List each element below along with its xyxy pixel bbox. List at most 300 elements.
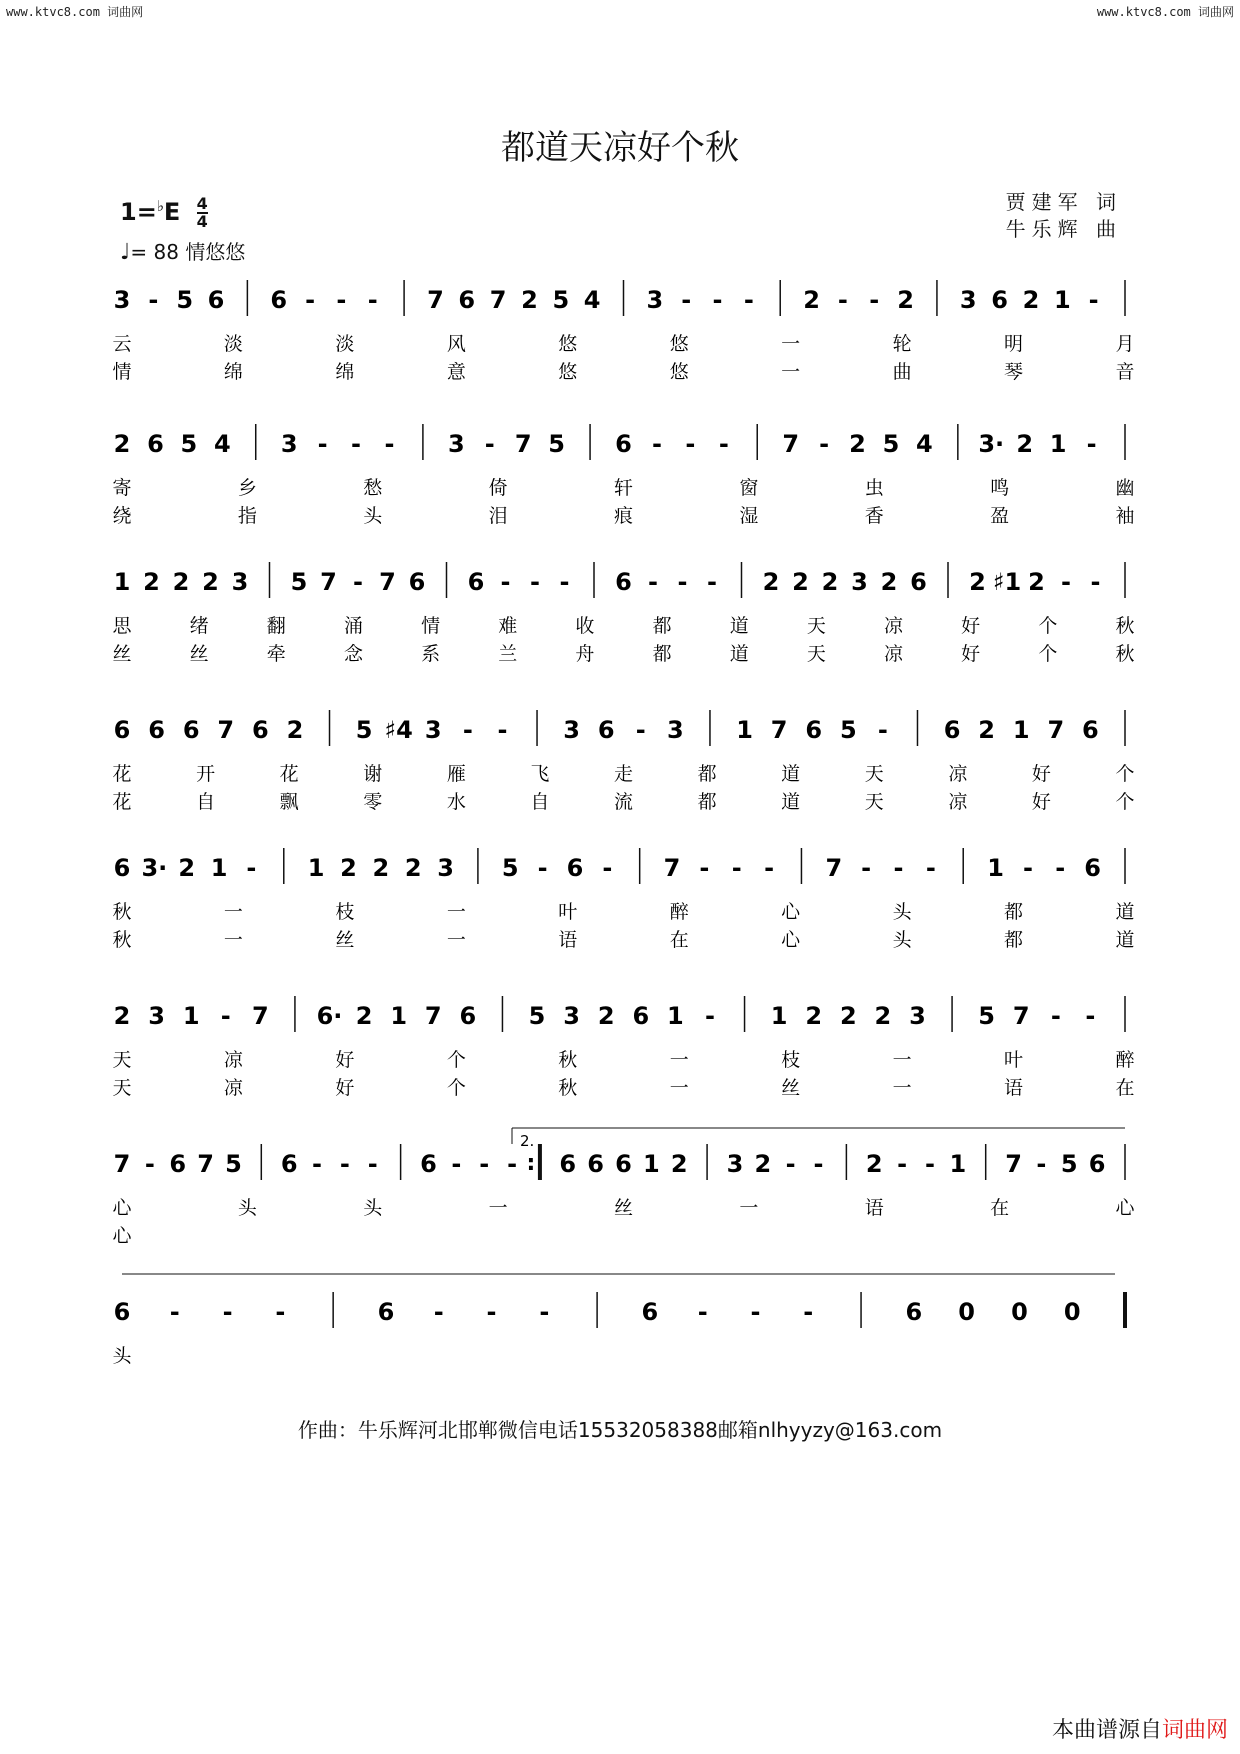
note-dash: - — [220, 1002, 231, 1030]
lyric-char: 一 — [669, 1049, 689, 1071]
note: 3 — [667, 716, 684, 744]
note: 4 — [583, 286, 601, 314]
lyric-char: 语 — [558, 929, 578, 951]
lyric-char: 丝 — [781, 1077, 801, 1099]
note-dash: - — [1061, 568, 1071, 596]
lyric-char: 都 — [652, 615, 672, 637]
note: 0 — [958, 1298, 975, 1326]
lyric-char: 飘 — [279, 791, 299, 813]
lyric-char: 涌 — [343, 615, 363, 637]
note: 6 — [1082, 716, 1099, 744]
lyric-char: 念 — [343, 643, 363, 665]
note-dash: - — [351, 430, 362, 458]
note: 2 — [978, 716, 996, 744]
note: 3 — [447, 430, 465, 458]
note: 6 — [615, 430, 632, 458]
lyric-char: 绕 — [112, 505, 132, 527]
note: 2 — [969, 568, 986, 596]
lyric-char: 花 — [112, 791, 132, 813]
note: 3 — [959, 286, 977, 314]
note-dash: - — [367, 1150, 378, 1178]
lyric-char: 开 — [196, 763, 216, 785]
note: 5 — [355, 716, 373, 744]
note: 6 — [587, 1150, 604, 1178]
note: 6 — [905, 1298, 923, 1326]
note: 1 — [307, 854, 325, 882]
note: 1 — [1049, 430, 1067, 458]
key-equals: = — [136, 198, 157, 226]
lyric-char: 一 — [223, 901, 243, 923]
note-dash: - — [367, 286, 378, 314]
note: 2 — [803, 286, 820, 314]
note: 7 — [251, 1002, 269, 1030]
lyric-char: 秋 — [1115, 615, 1135, 637]
note: 1 — [949, 1150, 967, 1178]
note: 6 — [615, 568, 632, 596]
note: 5 — [1060, 1150, 1078, 1178]
note-dash: - — [539, 1298, 550, 1326]
note: 5 — [180, 430, 198, 458]
lyric-char: 道 — [781, 791, 801, 813]
note-dash: - — [1055, 854, 1066, 882]
lyric-char: 心 — [781, 901, 801, 923]
lyric-char: 凉 — [884, 615, 904, 637]
note-dash: - — [707, 568, 717, 596]
note-dash: - — [1022, 854, 1033, 882]
note: 7 — [379, 568, 396, 596]
note-dash: - — [500, 568, 511, 596]
note-dash: - — [144, 1150, 155, 1178]
lyric-char: 天 — [112, 1049, 132, 1071]
lyric-char: 一 — [488, 1197, 508, 1219]
lyric-char: 一 — [781, 361, 801, 383]
tempo-mood: 情悠悠 — [185, 240, 246, 264]
note: 5 — [882, 430, 900, 458]
note: 4 — [213, 430, 231, 458]
note-dash: - — [681, 286, 692, 314]
note-dash: - — [813, 1150, 824, 1178]
lyric-char: 丝 — [189, 643, 209, 665]
source-prefix: 本曲谱源自 — [1051, 1718, 1162, 1743]
repeat-dots: : — [526, 1151, 536, 1176]
lyric-char: 香 — [864, 505, 884, 527]
note: 6 — [147, 430, 164, 458]
note-dash: - — [925, 854, 936, 882]
lyric-char: 天 — [806, 643, 826, 665]
lyric-char: 语 — [864, 1197, 884, 1219]
lyric-char: 悠 — [669, 361, 689, 383]
note: 7 — [782, 430, 800, 458]
lyric-char: 头 — [112, 1345, 132, 1367]
note: 6 — [615, 1150, 632, 1178]
lyric-char: 盈 — [990, 505, 1010, 527]
lyric-char: 凉 — [223, 1049, 243, 1071]
lyric-char: 琴 — [1004, 361, 1024, 383]
lyric-char: 牵 — [266, 643, 286, 665]
lyric-char: 流 — [613, 791, 634, 813]
note: 6 — [251, 716, 269, 744]
note: 2 — [143, 568, 160, 596]
note: 0 — [1011, 1298, 1028, 1326]
watermark-left: www.ktvc8.com 词曲网 — [6, 5, 144, 19]
note: 3 — [148, 1002, 165, 1030]
note-dash: - — [384, 430, 395, 458]
lyric-char: 一 — [446, 929, 466, 951]
note: 6 — [991, 286, 1008, 314]
note: 2 — [597, 1002, 615, 1030]
note: 6 — [458, 286, 476, 314]
note: 0 — [1063, 1298, 1081, 1326]
lyric-char: 绪 — [189, 615, 209, 637]
lyric-char: 一 — [892, 1049, 912, 1071]
lyric-char: 都 — [1004, 901, 1024, 923]
note: 6 — [207, 286, 225, 314]
lyric-char: 淡 — [335, 333, 355, 355]
note: 2 — [404, 854, 422, 882]
note: 2 — [839, 1002, 857, 1030]
note: 7 — [320, 568, 337, 596]
lyric-char: 醉 — [669, 901, 689, 923]
note: 2 — [849, 430, 866, 458]
note: 2 — [113, 1002, 131, 1030]
note-dash: - — [497, 716, 508, 744]
source-brand: 词曲网 — [1161, 1718, 1228, 1743]
lyric-char: 鸣 — [990, 477, 1010, 499]
note: 6 — [632, 1002, 650, 1030]
note-dash: - — [869, 286, 880, 314]
lyric-char: 系 — [421, 643, 441, 665]
note: 7 — [197, 1150, 214, 1178]
key-tonic: E — [163, 198, 181, 226]
note: 6 — [148, 716, 165, 744]
note: 4 — [916, 430, 933, 458]
note: 5 — [501, 854, 519, 882]
lyric-char: 悠 — [558, 361, 578, 383]
note: 3 — [231, 568, 249, 596]
note: 5 — [839, 716, 857, 744]
note: 6 — [566, 854, 584, 882]
lyric-char: 个 — [1038, 615, 1058, 637]
note: 2 — [286, 716, 304, 744]
note: 2 — [113, 430, 131, 458]
lyric-char: 乡 — [237, 477, 257, 499]
note: 6 — [805, 716, 823, 744]
note: 7 — [1012, 1002, 1030, 1030]
note: 6· — [316, 1002, 343, 1030]
lyric-char: 个 — [1115, 791, 1135, 813]
note: 1 — [182, 1002, 200, 1030]
lyric-char: 丝 — [112, 643, 132, 665]
lyric-char: 天 — [806, 615, 826, 637]
note: 1 — [1012, 716, 1030, 744]
note-dash: - — [861, 854, 872, 882]
note: 6 — [113, 1298, 131, 1326]
note-dash: - — [648, 568, 658, 596]
note: 3 — [280, 430, 298, 458]
note-dash: - — [507, 1150, 518, 1178]
lyric-char: 秋 — [112, 901, 132, 923]
note-dash: - — [635, 716, 646, 744]
note: 5 — [290, 568, 308, 596]
note: 3 — [113, 286, 131, 314]
lyric-char: 轩 — [613, 477, 634, 499]
lyric-char: 都 — [697, 763, 717, 785]
note-dash: - — [462, 716, 473, 744]
watermark-right: www.ktvc8.com 词曲网 — [1096, 5, 1234, 19]
note-dash: - — [704, 1002, 715, 1030]
quarter-note-icon: ♩ — [120, 240, 131, 265]
note: 6 — [377, 1298, 395, 1326]
lyric-char: 舟 — [575, 643, 595, 665]
note-dash: - — [336, 286, 347, 314]
note: 7 — [825, 854, 843, 882]
note: 1 — [987, 854, 1004, 882]
lyric-char: 在 — [1115, 1077, 1135, 1099]
note-dash: - — [1086, 430, 1097, 458]
lyric-char: 虫 — [864, 477, 884, 499]
lyric-char: 风 — [446, 333, 466, 355]
note: 2 — [874, 1002, 892, 1030]
lyric-char: 天 — [864, 763, 884, 785]
lyric-char: 绵 — [335, 361, 355, 383]
lyric-char: 个 — [1115, 763, 1135, 785]
note: 1 — [667, 1002, 684, 1030]
note: 3 — [563, 1002, 580, 1030]
lyricist-credit: 贾建军 词 — [1005, 190, 1122, 214]
note-dash: - — [1036, 1150, 1047, 1178]
lyric-char: 难 — [498, 615, 518, 637]
note-dash: - — [743, 286, 754, 314]
note: 3 — [851, 568, 868, 596]
composer-credit: 牛乐辉 曲 — [1005, 217, 1122, 241]
lyric-char: 心 — [112, 1225, 132, 1247]
lyric-char: 凉 — [948, 763, 968, 785]
lyric-char: 好 — [1031, 763, 1051, 785]
lyric-char: 情 — [421, 615, 441, 637]
note: 6 — [420, 1150, 437, 1178]
lyric-char: 头 — [892, 901, 912, 923]
lyric-char: 醉 — [1115, 1049, 1135, 1071]
note: 1 — [210, 854, 228, 882]
composer-contact: 作曲：牛乐辉河北邯郸微信电话15532058388邮箱nlhyyzy@163.com — [297, 1418, 943, 1442]
lyric-char: 头 — [363, 1197, 383, 1219]
lyric-char: 个 — [1038, 643, 1058, 665]
lyric-char: 兰 — [498, 643, 518, 665]
lyric-char: 在 — [669, 929, 689, 951]
lyric-char: 叶 — [1004, 1049, 1024, 1071]
lyric-char: 头 — [892, 929, 912, 951]
lyric-char: 秋 — [558, 1077, 578, 1099]
lyric-char: 月 — [1115, 333, 1135, 355]
lyric-char: 自 — [196, 791, 216, 813]
note: 2 — [1022, 286, 1040, 314]
lyric-char: 淡 — [223, 333, 243, 355]
note-dash: - — [718, 430, 729, 458]
note-dash: - — [222, 1298, 233, 1326]
note: 5 — [176, 286, 194, 314]
note: ♯4 — [384, 716, 413, 744]
note: 1 — [113, 568, 131, 596]
lyric-char: 凉 — [884, 643, 904, 665]
note-dash: - — [697, 1298, 708, 1326]
note: 2 — [340, 854, 357, 882]
note-dash: - — [275, 1298, 286, 1326]
note-dash: - — [305, 286, 316, 314]
lyric-char: 音 — [1115, 361, 1135, 383]
source-attribution — [1052, 1713, 1228, 1744]
note-dash: - — [893, 854, 904, 882]
note-dash: - — [785, 1150, 796, 1178]
lyric-char: 倚 — [488, 477, 508, 499]
lyric-char: 谢 — [363, 763, 383, 785]
lyric-char: 一 — [669, 1077, 689, 1099]
lyric-char: 收 — [575, 615, 595, 637]
lyric-char: 愁 — [363, 477, 383, 499]
lyric-char: 水 — [446, 791, 466, 813]
lyric-char: 道 — [1115, 929, 1135, 951]
note: 2 — [865, 1150, 883, 1178]
time-bottom: 4 — [196, 212, 208, 231]
tempo-value: = 88 — [130, 240, 179, 264]
note: 6 — [943, 716, 961, 744]
lyric-char: 都 — [697, 791, 717, 813]
note-dash: - — [685, 430, 696, 458]
lyric-char: 头 — [237, 1197, 257, 1219]
lyric-char: 零 — [363, 791, 383, 813]
note: 3 — [646, 286, 664, 314]
lyric-char: 一 — [739, 1197, 759, 1219]
lyric-char: 明 — [1004, 333, 1024, 355]
note-dash: - — [1088, 286, 1099, 314]
lyric-char: 翻 — [266, 615, 286, 637]
note: 2 — [754, 1150, 772, 1178]
note-dash: - — [339, 1150, 350, 1178]
lyric-char: 一 — [446, 901, 466, 923]
lyric-char: 思 — [112, 615, 132, 637]
note: 2 — [372, 854, 390, 882]
note: 2 — [670, 1150, 688, 1178]
note-dash: - — [486, 1298, 497, 1326]
lyric-char: 天 — [112, 1077, 132, 1099]
lyric-char: 意 — [446, 361, 466, 383]
song-title: 都道天凉好个秋 — [501, 128, 739, 168]
note-dash: - — [1085, 1002, 1096, 1030]
note-dash: - — [559, 568, 570, 596]
note: 6 — [113, 716, 131, 744]
note: 5 — [548, 430, 565, 458]
note-dash: - — [479, 1150, 490, 1178]
note: 7 — [217, 716, 235, 744]
note: 6 — [1084, 854, 1101, 882]
note: 7 — [489, 286, 507, 314]
lyric-char: 心 — [112, 1197, 132, 1219]
note: 1 — [770, 1002, 788, 1030]
note: 7 — [663, 854, 681, 882]
lyric-char: 凉 — [223, 1077, 243, 1099]
lyric-char: 秋 — [112, 929, 132, 951]
note: 6 — [559, 1150, 577, 1178]
note: 2 — [880, 568, 898, 596]
key-one: 1 — [120, 198, 137, 226]
note: 6 — [597, 716, 615, 744]
lyric-char: 道 — [729, 643, 749, 665]
lyric-char: 痕 — [613, 505, 634, 527]
lyric-char: 都 — [652, 643, 672, 665]
note: 2 — [172, 568, 190, 596]
lyric-char: 指 — [237, 505, 257, 527]
note: 6 — [641, 1298, 659, 1326]
note-dash: - — [924, 1150, 935, 1178]
lyric-char: 寄 — [112, 477, 132, 499]
lyric-char: 好 — [1031, 791, 1051, 813]
time-top: 4 — [196, 194, 208, 213]
lyric-char: 悠 — [669, 333, 689, 355]
note: 2 — [805, 1002, 823, 1030]
volta-number: 2. — [520, 1132, 535, 1150]
lyric-char: 秋 — [1115, 643, 1135, 665]
note-dash: - — [699, 854, 710, 882]
lyric-char: 道 — [1115, 901, 1135, 923]
note: 6 — [169, 1150, 187, 1178]
note-dash: - — [877, 716, 888, 744]
note-dash: - — [764, 854, 775, 882]
note: 6 — [270, 286, 288, 314]
lyric-char: 曲 — [892, 361, 912, 383]
note-dash: - — [651, 430, 662, 458]
note: 2 — [355, 1002, 373, 1030]
note: 2 — [521, 286, 538, 314]
note-dash: - — [317, 430, 328, 458]
note-dash: - — [148, 286, 159, 314]
lyric-char: 轮 — [892, 333, 912, 355]
note: 7 — [1047, 716, 1065, 744]
note-dash: - — [731, 854, 742, 882]
lyric-char: 泪 — [488, 505, 508, 527]
lyric-char: 绵 — [223, 361, 243, 383]
note-dash: - — [537, 854, 548, 882]
lyric-char: 飞 — [530, 763, 550, 785]
lyric-char: 湿 — [739, 505, 759, 527]
note-dash: - — [837, 286, 848, 314]
note: 6 — [910, 568, 927, 596]
note: 3 — [437, 854, 454, 882]
lyric-char: 一 — [892, 1077, 912, 1099]
lyric-char: 好 — [335, 1049, 355, 1071]
note: 3· — [978, 430, 1005, 458]
lyric-char: 悠 — [558, 333, 578, 355]
note: 2 — [1016, 430, 1034, 458]
note-dash: - — [169, 1298, 180, 1326]
lyric-char: 幽 — [1115, 477, 1135, 499]
lyric-char: 花 — [279, 763, 299, 785]
lyric-char: 好 — [961, 643, 981, 665]
note: 7 — [424, 1002, 442, 1030]
lyric-char: 枝 — [335, 901, 355, 923]
note-dash: - — [451, 1150, 462, 1178]
lyric-char: 云 — [112, 333, 132, 355]
lyric-char: 窗 — [739, 477, 759, 499]
note-dash: - — [897, 1150, 908, 1178]
note-dash: - — [353, 568, 363, 596]
note: 6 — [113, 854, 131, 882]
note-dash: - — [819, 430, 830, 458]
note: 1 — [1053, 286, 1071, 314]
note-dash: - — [1090, 568, 1101, 596]
lyric-char: 个 — [446, 1049, 466, 1071]
lyric-char: 枝 — [781, 1049, 801, 1071]
note-dash: - — [602, 854, 613, 882]
lyric-char: 道 — [729, 615, 749, 637]
